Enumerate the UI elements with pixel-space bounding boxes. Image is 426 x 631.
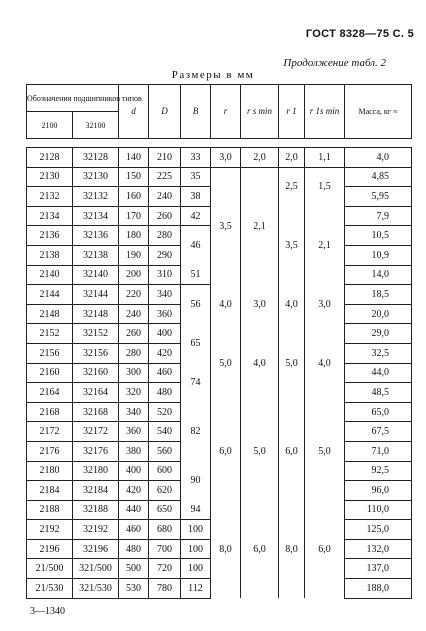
header-mass: Масса, кг ≈ bbox=[345, 85, 412, 139]
cell-d: 220 bbox=[119, 285, 149, 305]
cell-mass: 32,5 bbox=[345, 343, 412, 363]
cell-type-32100: 32160 bbox=[73, 363, 119, 383]
cell-rs-min: 5,0 bbox=[241, 402, 279, 500]
cell-d: 400 bbox=[119, 461, 149, 481]
cell-type-32100: 32132 bbox=[73, 187, 119, 207]
cell-type-32100: 32148 bbox=[73, 304, 119, 324]
cell-d: 160 bbox=[119, 187, 149, 207]
cell-mass: 71,0 bbox=[345, 441, 412, 461]
cell-D: 210 bbox=[149, 148, 181, 168]
cell-type-32100: 32184 bbox=[73, 481, 119, 501]
cell-type-2100: 2136 bbox=[27, 226, 73, 246]
cell-D: 420 bbox=[149, 343, 181, 363]
cell-d: 460 bbox=[119, 520, 149, 540]
cell-r: 3,5 bbox=[211, 167, 241, 285]
cell-r: 3,0 bbox=[211, 148, 241, 168]
cell-mass: 20,0 bbox=[345, 304, 412, 324]
cell-r1s-min: 6,0 bbox=[305, 500, 345, 598]
cell-type-2100: 2148 bbox=[27, 304, 73, 324]
cell-D: 650 bbox=[149, 500, 181, 520]
cell-B: 65 bbox=[181, 324, 211, 363]
page-footer: 3—1340 bbox=[30, 606, 65, 617]
cell-d: 380 bbox=[119, 441, 149, 461]
table-caption: Размеры в мм bbox=[171, 69, 255, 81]
cell-type-2100: 2152 bbox=[27, 324, 73, 344]
cell-d: 240 bbox=[119, 304, 149, 324]
cell-type-2100: 2132 bbox=[27, 187, 73, 207]
cell-B: 100 bbox=[181, 539, 211, 559]
cell-r: 4,0 bbox=[211, 285, 241, 324]
cell-r: 8,0 bbox=[211, 500, 241, 598]
cell-mass: 67,5 bbox=[345, 422, 412, 442]
cell-D: 260 bbox=[149, 206, 181, 226]
cell-D: 520 bbox=[149, 402, 181, 422]
cell-d: 150 bbox=[119, 167, 149, 187]
cell-type-2100: 2144 bbox=[27, 285, 73, 305]
header-designation: Обозначения подшипников типов bbox=[27, 85, 119, 112]
table-row bbox=[27, 500, 412, 520]
cell-D: 460 bbox=[149, 363, 181, 383]
cell-r1: 3,5 bbox=[279, 206, 305, 284]
cell-type-32100: 32128 bbox=[73, 148, 119, 168]
cell-type-32100: 32168 bbox=[73, 402, 119, 422]
cell-D: 540 bbox=[149, 422, 181, 442]
cell-d: 340 bbox=[119, 402, 149, 422]
cell-type-2100: 2130 bbox=[27, 167, 73, 187]
cell-d: 420 bbox=[119, 481, 149, 501]
cell-mass: 96,0 bbox=[345, 481, 412, 501]
cell-mass: 7,9 bbox=[345, 206, 412, 226]
cell-B: 94 bbox=[181, 500, 211, 520]
cell-type-32100: 32180 bbox=[73, 461, 119, 481]
cell-B: 100 bbox=[181, 520, 211, 540]
cell-B: 33 bbox=[181, 148, 211, 168]
cell-d: 200 bbox=[119, 265, 149, 285]
cell-mass: 14,0 bbox=[345, 265, 412, 285]
cell-mass: 137,0 bbox=[345, 559, 412, 579]
cell-d: 320 bbox=[119, 383, 149, 403]
cell-B: 51 bbox=[181, 265, 211, 285]
cell-D: 680 bbox=[149, 520, 181, 540]
cell-mass: 92,5 bbox=[345, 461, 412, 481]
cell-B: 82 bbox=[181, 402, 211, 461]
cell-B: 74 bbox=[181, 363, 211, 402]
cell-type-2100: 2134 bbox=[27, 206, 73, 226]
cell-mass: 5,95 bbox=[345, 187, 412, 207]
cell-type-2100: 2180 bbox=[27, 461, 73, 481]
cell-r1: 2,5 bbox=[279, 167, 305, 206]
header-d: d bbox=[119, 85, 149, 139]
cell-mass: 65,0 bbox=[345, 402, 412, 422]
table-continuation-note: Продолжение табл. 2 bbox=[283, 57, 386, 69]
cell-type-2100: 2138 bbox=[27, 245, 73, 265]
cell-type-32100: 32130 bbox=[73, 167, 119, 187]
cell-D: 290 bbox=[149, 245, 181, 265]
cell-r1: 8,0 bbox=[279, 500, 305, 598]
table-row bbox=[27, 148, 412, 168]
cell-rs-min: 2,1 bbox=[241, 167, 279, 285]
cell-r1s-min: 1,1 bbox=[305, 148, 345, 168]
cell-type-32100: 32140 bbox=[73, 265, 119, 285]
cell-D: 480 bbox=[149, 383, 181, 403]
cell-d: 190 bbox=[119, 245, 149, 265]
table-header bbox=[27, 85, 412, 148]
header-rs-min: r s min bbox=[241, 85, 279, 139]
cell-type-32100: 321/500 bbox=[73, 559, 119, 579]
table-row bbox=[27, 324, 412, 344]
cell-D: 340 bbox=[149, 285, 181, 305]
cell-d: 360 bbox=[119, 422, 149, 442]
cell-r1: 6,0 bbox=[279, 402, 305, 500]
cell-type-32100: 32134 bbox=[73, 206, 119, 226]
cell-mass: 132,0 bbox=[345, 539, 412, 559]
cell-r1s-min: 2,1 bbox=[305, 206, 345, 284]
cell-mass: 125,0 bbox=[345, 520, 412, 540]
cell-mass: 110,0 bbox=[345, 500, 412, 520]
cell-B: 35 bbox=[181, 167, 211, 187]
table-row bbox=[27, 285, 412, 305]
cell-type-32100: 32176 bbox=[73, 441, 119, 461]
cell-type-2100: 21/500 bbox=[27, 559, 73, 579]
page-header: ГОСТ 8328—75 С. 5 bbox=[305, 28, 414, 40]
bearings-table bbox=[26, 84, 412, 599]
table-row bbox=[27, 402, 412, 422]
cell-r1: 2,0 bbox=[279, 148, 305, 168]
cell-B: 90 bbox=[181, 461, 211, 500]
cell-B: 42 bbox=[181, 206, 211, 226]
cell-d: 480 bbox=[119, 539, 149, 559]
header-r1: r 1 bbox=[279, 85, 305, 139]
cell-type-32100: 32144 bbox=[73, 285, 119, 305]
header-r: r bbox=[211, 85, 241, 139]
table-body bbox=[27, 148, 412, 599]
header-type-2100: 2100 bbox=[27, 112, 73, 139]
cell-mass: 10,5 bbox=[345, 226, 412, 246]
cell-type-2100: 21/530 bbox=[27, 579, 73, 599]
cell-d: 530 bbox=[119, 579, 149, 599]
cell-type-2100: 2188 bbox=[27, 500, 73, 520]
cell-D: 600 bbox=[149, 461, 181, 481]
cell-d: 300 bbox=[119, 363, 149, 383]
cell-mass: 48,5 bbox=[345, 383, 412, 403]
cell-r: 6,0 bbox=[211, 402, 241, 500]
cell-r1s-min: 5,0 bbox=[305, 402, 345, 500]
cell-type-2100: 2176 bbox=[27, 441, 73, 461]
cell-D: 225 bbox=[149, 167, 181, 187]
cell-rs-min: 2,0 bbox=[241, 148, 279, 168]
cell-type-2100: 2172 bbox=[27, 422, 73, 442]
header-D: D bbox=[149, 85, 181, 139]
cell-d: 170 bbox=[119, 206, 149, 226]
header-r1s-min: r 1s min bbox=[305, 85, 345, 139]
cell-B: 46 bbox=[181, 226, 211, 265]
cell-D: 280 bbox=[149, 226, 181, 246]
cell-D: 310 bbox=[149, 265, 181, 285]
cell-B: 38 bbox=[181, 187, 211, 207]
cell-type-32100: 32152 bbox=[73, 324, 119, 344]
header-type-32100: 32100 bbox=[73, 112, 119, 139]
cell-mass: 10,9 bbox=[345, 245, 412, 265]
cell-D: 720 bbox=[149, 559, 181, 579]
cell-d: 280 bbox=[119, 343, 149, 363]
cell-type-2100: 2156 bbox=[27, 343, 73, 363]
cell-mass: 188,0 bbox=[345, 579, 412, 599]
cell-r1s-min: 1,5 bbox=[305, 167, 345, 206]
cell-r: 5,0 bbox=[211, 324, 241, 402]
cell-mass: 29,0 bbox=[345, 324, 412, 344]
cell-B: 112 bbox=[181, 579, 211, 599]
cell-B: 100 bbox=[181, 559, 211, 579]
cell-D: 700 bbox=[149, 539, 181, 559]
cell-type-2100: 2160 bbox=[27, 363, 73, 383]
cell-r1s-min: 4,0 bbox=[305, 324, 345, 402]
cell-d: 180 bbox=[119, 226, 149, 246]
cell-mass: 4,85 bbox=[345, 167, 412, 187]
cell-D: 560 bbox=[149, 441, 181, 461]
cell-d: 500 bbox=[119, 559, 149, 579]
cell-type-32100: 321/530 bbox=[73, 579, 119, 599]
cell-D: 400 bbox=[149, 324, 181, 344]
cell-D: 360 bbox=[149, 304, 181, 324]
cell-type-32100: 32136 bbox=[73, 226, 119, 246]
header-B: B bbox=[181, 85, 211, 139]
cell-D: 620 bbox=[149, 481, 181, 501]
cell-type-2100: 2140 bbox=[27, 265, 73, 285]
cell-D: 240 bbox=[149, 187, 181, 207]
cell-d: 440 bbox=[119, 500, 149, 520]
cell-d: 260 bbox=[119, 324, 149, 344]
cell-r1: 4,0 bbox=[279, 285, 305, 324]
cell-type-32100: 32138 bbox=[73, 245, 119, 265]
cell-D: 780 bbox=[149, 579, 181, 599]
cell-type-2100: 2196 bbox=[27, 539, 73, 559]
cell-type-32100: 32196 bbox=[73, 539, 119, 559]
cell-type-2100: 2168 bbox=[27, 402, 73, 422]
cell-mass: 18,5 bbox=[345, 285, 412, 305]
cell-B: 56 bbox=[181, 285, 211, 324]
cell-type-2100: 2192 bbox=[27, 520, 73, 540]
cell-type-2100: 2184 bbox=[27, 481, 73, 501]
cell-rs-min: 3,0 bbox=[241, 285, 279, 324]
table-row bbox=[27, 167, 412, 187]
cell-r1s-min: 3,0 bbox=[305, 285, 345, 324]
cell-type-32100: 32188 bbox=[73, 500, 119, 520]
cell-type-32100: 32192 bbox=[73, 520, 119, 540]
cell-rs-min: 6,0 bbox=[241, 500, 279, 598]
cell-type-2100: 2164 bbox=[27, 383, 73, 403]
header-spacer bbox=[27, 139, 412, 148]
cell-type-32100: 32156 bbox=[73, 343, 119, 363]
cell-mass: 44,0 bbox=[345, 363, 412, 383]
cell-mass: 4,0 bbox=[345, 148, 412, 168]
cell-type-32100: 32164 bbox=[73, 383, 119, 403]
cell-type-2100: 2128 bbox=[27, 148, 73, 168]
cell-rs-min: 4,0 bbox=[241, 324, 279, 402]
cell-r1: 5,0 bbox=[279, 324, 305, 402]
cell-d: 140 bbox=[119, 148, 149, 168]
cell-type-32100: 32172 bbox=[73, 422, 119, 442]
